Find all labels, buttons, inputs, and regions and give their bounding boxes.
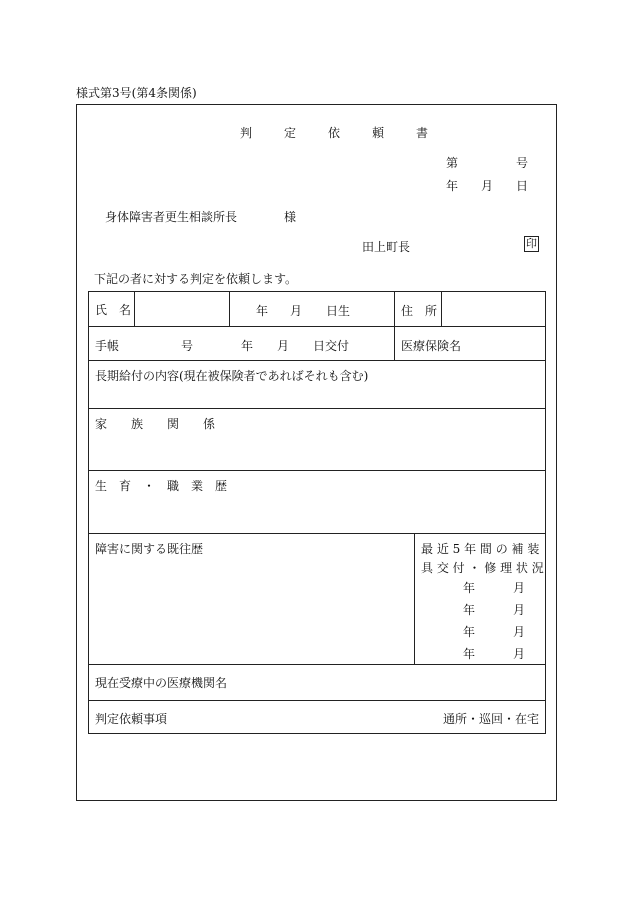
issue-day-label: 日交付 [313, 339, 350, 353]
equipment-label-line2: 具 交 付 ・ 修 理 状 況 [421, 561, 544, 575]
seal-mark: 印 [526, 237, 537, 250]
address-label: 住 所 [401, 304, 438, 318]
insurance-field[interactable] [395, 327, 546, 361]
equipment-year-3: 年 [463, 625, 476, 639]
equipment-field[interactable] [415, 534, 546, 665]
name-label-cell [89, 292, 135, 327]
row-name [89, 292, 546, 327]
equipment-year-4: 年 [463, 647, 476, 661]
issue-year-label: 年 [241, 339, 254, 353]
request-form-table [88, 291, 546, 734]
issue-month-label: 月 [277, 339, 290, 353]
row-family [89, 409, 546, 471]
pension-field[interactable] [89, 361, 546, 409]
request-label: 判定依頼事項 [95, 712, 168, 726]
career-field[interactable] [89, 471, 546, 534]
career-label: 生 育 ・ 職 業 歴 [95, 479, 228, 493]
row-request [89, 701, 546, 734]
medical-field[interactable] [89, 665, 546, 701]
birth-year-label: 年 [256, 304, 269, 318]
birth-date-field[interactable] [230, 292, 395, 327]
history-label: 障害に関する既往歴 [95, 542, 204, 556]
equipment-year-2: 年 [463, 603, 476, 617]
equipment-year-1: 年 [463, 581, 476, 595]
row-medical [89, 665, 546, 701]
address-divider [441, 292, 442, 326]
row-history [89, 534, 546, 665]
address-cell[interactable] [395, 292, 546, 327]
form-number: 様式第3号(第4条関係) [76, 86, 197, 100]
pension-label: 長期給付の内容(現在被保険者であればそれも含む) [95, 369, 369, 383]
doc-number-prefix: 第 [446, 156, 459, 170]
medical-label: 現在受療中の医療機関名 [95, 676, 228, 690]
addressee-name: 身体障害者更生相談所長 [105, 210, 238, 224]
birth-month-label: 月 [290, 304, 303, 318]
date-year: 年 [446, 179, 459, 193]
date-day: 日 [516, 179, 529, 193]
sender-name: 田上町長 [362, 240, 411, 254]
equipment-month-1: 月 [513, 581, 526, 595]
equipment-month-3: 月 [513, 625, 526, 639]
handbook-label: 手帳 [95, 339, 120, 353]
intro-text: 下記の者に対する判定を依頼します。 [94, 272, 298, 286]
seal-stamp [524, 236, 539, 252]
row-handbook [89, 327, 546, 361]
row-pension [89, 361, 546, 409]
handbook-number-label: 号 [181, 339, 194, 353]
family-field[interactable] [89, 409, 546, 471]
history-field[interactable] [89, 534, 415, 665]
equipment-month-2: 月 [513, 603, 526, 617]
birth-day-label: 日生 [326, 304, 351, 318]
form-title: 判 定 依 頼 書 [240, 126, 439, 140]
doc-number-suffix: 号 [516, 156, 529, 170]
request-options: 通所・巡回・在宅 [442, 712, 539, 726]
addressee-honorific: 様 [284, 210, 297, 224]
equipment-label-line1: 最 近 5 年 間 の 補 装 [421, 542, 540, 556]
handbook-field[interactable] [89, 327, 395, 361]
insurance-label: 医療保険名 [401, 339, 462, 353]
date-month: 月 [481, 179, 494, 193]
name-label: 氏 名 [95, 302, 132, 317]
row-career [89, 471, 546, 534]
family-label: 家 族 関 係 [95, 417, 216, 431]
name-field[interactable] [135, 292, 230, 327]
request-field[interactable] [89, 701, 546, 734]
equipment-month-4: 月 [513, 647, 526, 661]
